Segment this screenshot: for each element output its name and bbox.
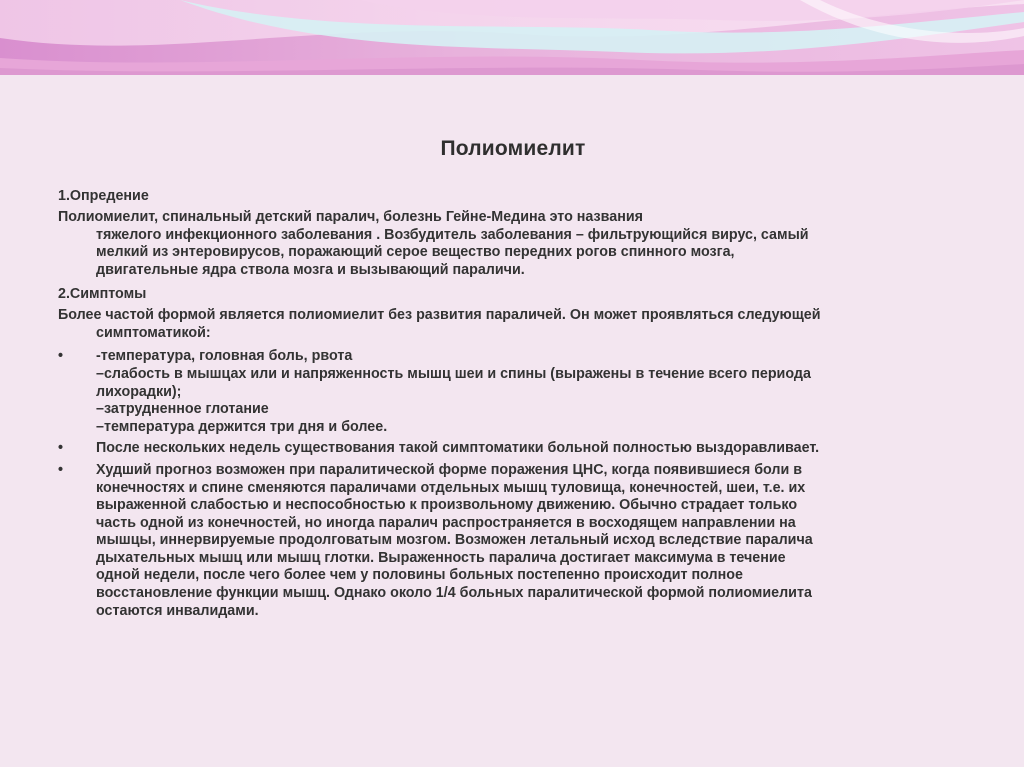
bullet-line: лихорадки); [96,383,182,400]
definition-line: Полиомиелит, спинальный детский паралич, болезнь Гейне-Медина это названия [58,209,643,226]
bullet-line: Худший прогноз возможен при паралитической форме поражения ЦНС, когда появившиеся боли в [96,461,803,478]
bullet-line: После нескольких недель существования такой симптоматики больной полностью выздоравливает. [96,440,820,457]
bullet-item-paralytic-form [58,462,968,620]
bullet-marker: • [58,348,64,365]
bullet-marker: • [58,440,64,457]
bullet-item-recovery [58,440,968,458]
bullet-line: мышцы, иннервируемые продолговатым мозгом. Возможен летальный исход вследствие паралича [96,532,813,549]
slide-content [58,137,968,624]
bullet-line: дыхательных мышц или мышц глотки. Выраженность паралича достигает максимума в течение [96,549,786,566]
bullet-line: –затрудненное глотание [96,401,269,418]
symptoms-intro [58,307,968,342]
slide-title: Полиомиелит [440,137,586,160]
decorative-wave-banner [0,0,1024,75]
bullet-line: –температура держится три дня и более. [96,418,388,435]
bullet-marker: • [58,461,64,478]
bullet-line: остаются инвалидами. [96,602,259,619]
bullet-line: –слабость в мышцах или и напряженность мышц шеи и спины (выражены в течение всего периода [96,365,811,382]
symptoms-intro-line: Более частой формой является полиомиелит без развития параличей. Он может проявляться следующей [58,307,821,324]
bullet-line: восстановление функции мышц. Однако около 1/4 больных паралитической формой полиомиелита [96,585,812,602]
bullet-line: -температура, головная боль, рвота [96,348,353,365]
bullet-line: часть одной из конечностей, но иногда паралич распространяется в восходящем направлении на [96,514,796,531]
definition-line: тяжелого инфекционного заболевания . Возбудитель заболевания – фильтрующийся вирус, самый [96,226,809,243]
definition-line: двигательные ядра ствола мозга и вызывающий параличи. [96,261,525,278]
section-heading-definition: 1.Опредение [58,187,149,204]
bullet-line: одной недели, после чего более чем у половины больных постепенно происходит полное [96,567,743,584]
bullet-line: выраженной слабостью и неспособностью к произвольному движению. Обычно страдает только [96,497,798,514]
definition-paragraph [58,209,968,279]
bullet-item-symptoms-list [58,348,968,436]
symptoms-intro-line: симптоматикой: [96,324,211,341]
section-heading-symptoms: 2.Симптомы [58,285,147,302]
definition-line: мелкий из энтеровирусов, поражающий серое вещество передних рогов спинного мозга, [96,244,735,261]
bullet-line: конечностях и спине сменяются параличами отдельных мышц туловища, конечностей, шеи, т.е. их [96,479,806,496]
